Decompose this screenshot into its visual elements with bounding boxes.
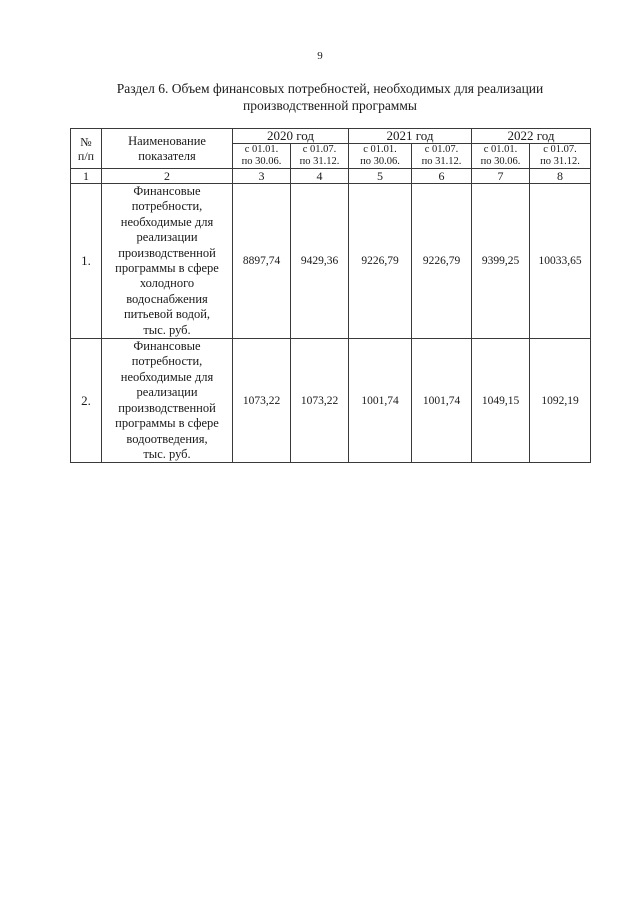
value-cell: 9429,36 (291, 184, 349, 339)
period-to: по 30.06. (360, 156, 400, 167)
section-title-line-2: производственной программы (243, 98, 417, 113)
value-cell: 10033,65 (530, 184, 591, 339)
indicator-name-line: производственной (118, 245, 216, 260)
column-index: 4 (291, 169, 349, 184)
indicator-name-line: водоснабжения (126, 291, 208, 306)
header-year-2022: 2022 год (472, 129, 591, 144)
column-index: 2 (102, 169, 233, 184)
header-period (349, 144, 412, 169)
indicator-name-line: производственной (118, 400, 216, 415)
period-from: с 01.01. (483, 144, 518, 155)
indicator-name-line: необходимые для (120, 369, 214, 384)
header-period (233, 144, 291, 169)
indicator-name (102, 339, 233, 463)
section-title-line-1: Раздел 6. Объем финансовых потребностей, необходимых для реализации (116, 81, 544, 96)
value-cell: 1001,74 (412, 339, 472, 463)
indicator-name-line: питьевой водой, (123, 307, 211, 322)
column-index: 7 (472, 169, 530, 184)
period-from: с 01.01. (363, 144, 397, 155)
indicator-name-line: Финансовые (133, 339, 201, 354)
period-to: по 31.12. (540, 156, 580, 167)
indicator-name-line: программы в сфере (115, 261, 219, 276)
header-year-2020: 2020 год (233, 129, 349, 144)
period-to: по 30.06. (241, 156, 282, 167)
indicator-name-line: Финансовые (133, 184, 201, 198)
column-index: 6 (412, 169, 472, 184)
header-period (291, 144, 349, 169)
value-cell: 9226,79 (412, 184, 472, 339)
header-year-2021: 2021 год (349, 129, 472, 144)
period-from: с 01.07. (543, 144, 577, 155)
header-period (472, 144, 530, 169)
period-from: с 01.01. (244, 144, 279, 155)
period-from: с 01.07. (302, 144, 337, 155)
header-period (530, 144, 591, 169)
column-index: 5 (349, 169, 412, 184)
header-period (412, 144, 472, 169)
period-from: с 01.07. (424, 144, 459, 155)
indicator-name-line: потребности, (131, 354, 203, 369)
page-number: 9 (317, 50, 323, 62)
value-cell: 1092,19 (530, 339, 591, 463)
value-cell: 1073,22 (291, 339, 349, 463)
table-row (71, 339, 591, 463)
header-num (71, 129, 102, 169)
value-cell: 9399,25 (472, 184, 530, 339)
indicator-name-line: реализации (136, 385, 198, 400)
value-cell: 1049,15 (472, 339, 530, 463)
header-num-line-1: № (80, 134, 92, 149)
header-num-line-2: п/п (77, 148, 95, 163)
column-index: 3 (233, 169, 291, 184)
header-name-line-2: показателя (138, 148, 196, 163)
indicator-name-line: водоотведения, (126, 431, 208, 446)
indicator-name (102, 184, 233, 339)
indicator-name-line: реализации (136, 230, 198, 245)
financial-needs-table (70, 128, 591, 463)
table-row (71, 184, 591, 339)
value-cell: 9226,79 (349, 184, 412, 339)
header-indicator-name (102, 129, 233, 169)
column-index: 1 (71, 169, 102, 184)
value-cell: 1001,74 (349, 339, 412, 463)
period-to: по 30.06. (480, 156, 521, 167)
period-to: по 31.12. (299, 156, 340, 167)
section-title (70, 80, 590, 114)
indicator-name-line: тыс. руб. (143, 322, 191, 337)
row-number: 2. (71, 339, 102, 463)
indicator-name-line: программы в сфере (115, 416, 219, 431)
indicator-name-line: тыс. руб. (143, 446, 191, 461)
table-header-row-years (71, 129, 591, 144)
header-name-line-1: Наименование (128, 133, 206, 148)
column-index: 8 (530, 169, 591, 184)
value-cell: 1073,22 (233, 339, 291, 463)
column-index-row (71, 169, 591, 184)
indicator-name-line: потребности, (131, 199, 203, 214)
value-cell: 8897,74 (233, 184, 291, 339)
indicator-name-line: холодного (139, 276, 195, 291)
period-to: по 31.12. (421, 156, 462, 167)
row-number: 1. (71, 184, 102, 339)
indicator-name-line: необходимые для (120, 214, 214, 229)
